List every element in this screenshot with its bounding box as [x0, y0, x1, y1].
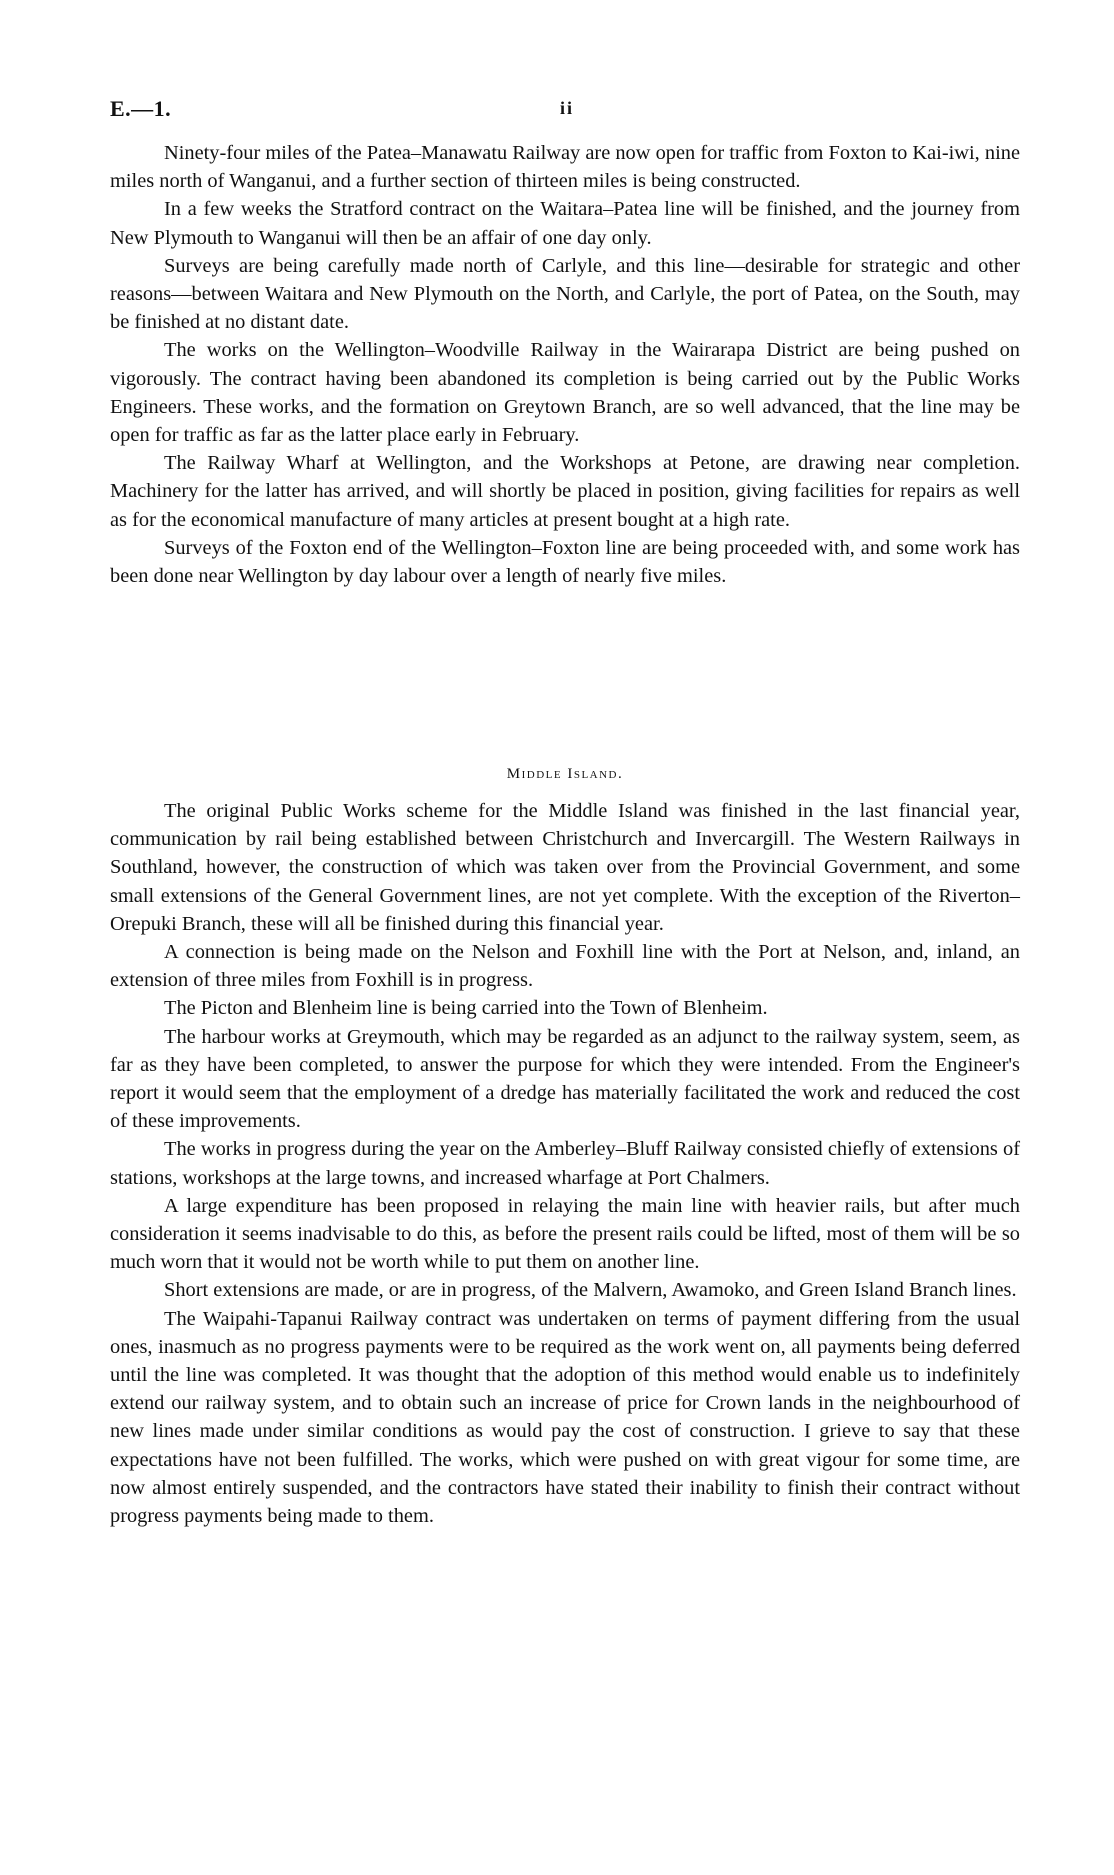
paragraph: Surveys are being carefully made north of Carlyle, and this line—desirable for strategic and other reasons—between Waitara and New Plymouth on the North, and Carlyle, the port of Patea, on the South, may be finished at no distant date.: [110, 254, 1020, 334]
section-heading-middle-island: Middle Island.: [506, 766, 624, 782]
paragraph: A connection is being made on the Nelson and Foxhill line with the Port at Nelson, and, inland, an extension of three miles from Foxhill is in progress.: [110, 941, 1020, 992]
north-island-section: [110, 139, 1020, 590]
paragraph: A large expenditure has been proposed in relaying the main line with heavier rails, but after much consideration it seems inadvisable to do this, as before the present rails could be lifted, most of them will be so much worn that it would not be worth while to put them on another line.: [110, 1194, 1020, 1274]
middle-island-section: [110, 797, 1020, 1530]
page-number: ii: [560, 98, 575, 118]
paragraph: The original Public Works scheme for the Middle Island was finished in the last financial year, communication by rail being established between Christchurch and Invercargill. The Western Railways in Southland, however, the construction of which was taken over from the Provincial Government, and some small extensions of the General Government lines, are not yet complete. With the exception of the Riverton–Orepuki Branch, these will all be finished during this financial year.: [110, 800, 1020, 935]
paragraph: Surveys of the Foxton end of the Wellington–Foxton line are being proceeded with, and some work has been done near Wellington by day labour over a length of nearly five miles.: [110, 536, 1020, 588]
document-reference: E.—1.: [110, 96, 172, 121]
paragraph: The Picton and Blenheim line is being carried into the Town of Blenheim.: [164, 997, 768, 1020]
paragraph: The works in progress during the year on the Amberley–Bluff Railway consisted chiefly of extensions of stations, workshops at the large towns, and increased wharfage at Port Chalmers.: [110, 1138, 1020, 1189]
paragraph: Short extensions are made, or are in progress, of the Malvern, Awamoko, and Green Island Branch lines.: [164, 1279, 1017, 1302]
page-header: [110, 96, 1020, 126]
paragraph: The harbour works at Greymouth, which may be regarded as an adjunct to the railway system, seem, as far as they have been completed, to answer the purpose for which they were intended. From the Engineer's report it would seem that the employment of a dredge has materially facilitated the work and reduced the cost of these improvements.: [110, 1025, 1020, 1133]
paragraph: The works on the Wellington–Woodville Railway in the Wairarapa District are being pushed on vigorously. The contract having been abandoned its completion is being carried out by the Public Works Engineers. These works, and the formation on Greytown Branch, are so well advanced, that the line may be open for traffic as far as the latter place early in February.: [110, 339, 1020, 447]
paragraph: The Waipahi-Tapanui Railway contract was undertaken on terms of payment differing from the usual ones, inasmuch as no progress payments were to be required as the work went on, all payments being deferred until the line was completed. It was thought that the adoption of this method would enable us to indefinitely extend our railway system, and to obtain such an increase of price for Crown lands in the neighbourhood of new lines made under similar conditions as would pay the cost of construction. I grieve to say that these expectations have not been fulfilled. The works, which were pushed on with great vigour for some time, are now almost entirely suspended, and the contractors have stated their inability to finish their contract without progress payments being made to them.: [110, 1307, 1020, 1528]
paragraph: Ninety-four miles of the Patea–Manawatu Railway are now open for traffic from Foxton to Kai-iwi, nine miles north of Wanganui, and a further section of thirteen miles is being constructed.: [110, 142, 1020, 193]
paragraph: The Railway Wharf at Wellington, and the Workshops at Petone, are drawing near completion. Machinery for the latter has arrived, and will shortly be placed in position, giving facilities for repairs as well as for the economical manufacture of many articles at present bought at a high rate.: [110, 452, 1020, 531]
paragraph: In a few weeks the Stratford contract on the Waitara–Patea line will be finished, and the journey from New Plymouth to Wanganui will then be an affair of one day only.: [110, 198, 1020, 249]
